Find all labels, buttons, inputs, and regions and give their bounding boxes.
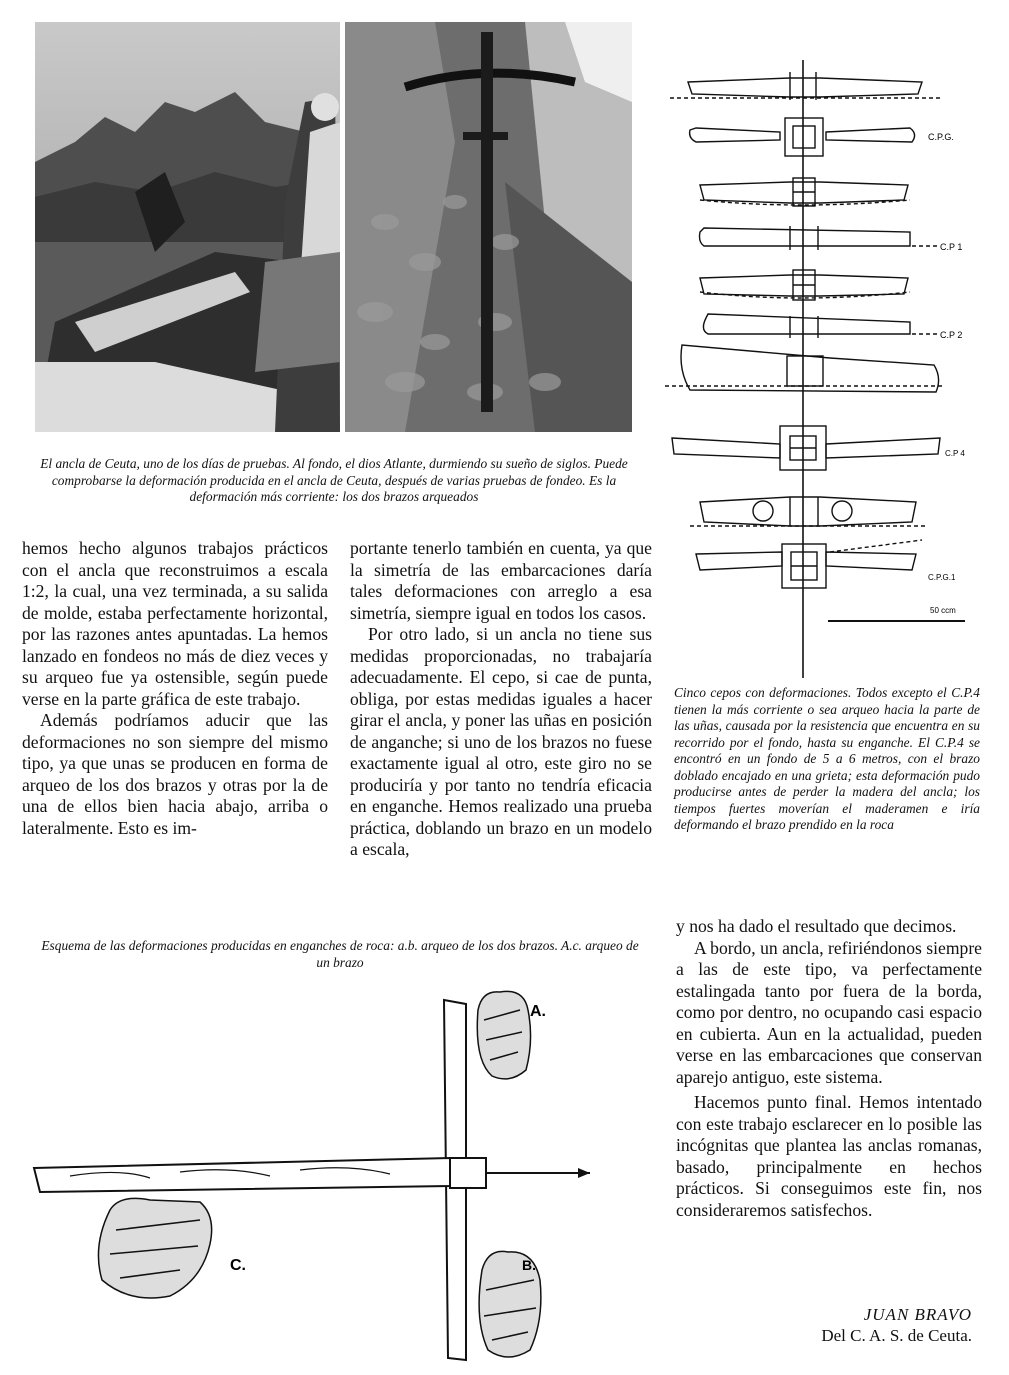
stock-cp4 xyxy=(672,426,940,470)
text-column-1 xyxy=(22,538,328,839)
label-cp2: C.P 2 xyxy=(940,330,963,340)
stock-2 xyxy=(700,178,910,206)
stock-cp2 xyxy=(703,314,938,338)
photo-boat-anchor xyxy=(35,22,340,432)
rock-c xyxy=(98,1198,211,1298)
signature xyxy=(700,1304,972,1346)
rock-a xyxy=(477,991,530,1079)
label-scale: 50 ccm xyxy=(930,606,956,615)
label-a: A. xyxy=(530,1003,546,1020)
paragraph: Además podríamos aducir que las deformaciones no son siempre del mismo tipo, ya que unas se producen en forma de arqueo de los dos brazos y otras por la de una de ellos bien hacia abajo, arriba o lateralmente. Esto es im- xyxy=(22,710,328,838)
label-b: B. xyxy=(522,1257,536,1273)
photo-boat-anchor-image xyxy=(35,22,340,432)
photo-deformed-anchor xyxy=(345,22,632,432)
stock-5 xyxy=(690,497,925,526)
paragraph: A bordo, un ancla, refiriéndonos siempre a las de este tipo, va perfectamente estalingada tanto por fuera de la borda, como por dentro, no ocupando casi espacio en cubierta. Aun en la actualidad, pueden verse en las embarcaciones que conservan aparejo antiguo, este sistema. xyxy=(676,937,982,1087)
stock-cp1 xyxy=(700,226,939,250)
stocks-diagram xyxy=(660,60,980,680)
photo-caption: El ancla de Ceuta, uno de los días de pruebas. Al fondo, el dios Atlante, durmiendo su sueño de siglos. Puede comprobarse la deformación producida en el ancla de Ceuta, después de varias pruebas de fondeo. Es la deformación más corriente: los dos brazos arqueados xyxy=(40,456,628,504)
label-cpg: C.P.G. xyxy=(928,132,954,142)
stock-cpg xyxy=(690,118,915,156)
label-cp1: C.P 1 xyxy=(940,242,963,252)
paragraph: portante tenerlo también en cuenta, ya que la simetría de las embarcaciones daría tales deformaciones con arreglo a esa simetría, siempre igual en todos los casos. xyxy=(350,538,652,623)
stock-3 xyxy=(700,270,910,300)
paragraph: Por otro lado, si un ancla no tiene sus medidas proporcionadas, no trabajaría adecuadamente. El cepo, si cae de punta, obliga, por estas medidas iguales a hacer girar el ancla, y poner las uñas en posición de anganche; si uno de los brazos no fuese exactamente igual al otro, este giro no se produciría y por tanto no tendría eficacia en enganche. Hemos realizado una prueba práctica, doblando un brazo en un modelo a escala, xyxy=(350,624,652,859)
sketch-caption: Esquema de las deformaciones producidas en enganches de roca: a.b. arqueo de los dos brazos. A.c. arqueo de un brazo xyxy=(41,938,639,970)
anchor-sketch xyxy=(30,980,650,1370)
stock-4 xyxy=(665,345,945,392)
text-column-3 xyxy=(676,916,982,1221)
paragraph: Hacemos punto final. Hemos intentado con este trabajo esclarecer en lo posible las incógnitas que plantea las anclas romanas, basado, principalmente en hechos prácticos. Si conseguimos este fin, nos consideraremos satisfechos. xyxy=(676,1092,982,1220)
stock-cpg1 xyxy=(696,540,922,588)
label-cpg1: C.P.G.1 xyxy=(928,573,956,582)
text-column-2 xyxy=(350,538,652,861)
author-name: JUAN BRAVO xyxy=(863,1305,972,1324)
photo-deformed-anchor-image xyxy=(345,22,632,432)
label-c: C. xyxy=(230,1257,246,1274)
paragraph: y nos ha dado el resultado que decimos. xyxy=(676,916,957,936)
paragraph: hemos hecho algunos trabajos prácticos con el ancla que reconstruimos a escala 1:2, la cual, una vez terminada, a su salida de molde, estaba perfectamente horizontal, por las razones antes apuntadas. La hemos lanzado en fondeos no más de diez veces y su arqueo fue ya ostensible, según puede verse en la parte gráfica de este trabajo. xyxy=(22,538,328,709)
label-cp4: C.P 4 xyxy=(945,449,965,458)
stocks-caption: Cinco cepos con deformaciones. Todos excepto el C.P.4 tienen la más corriente o sea arqueo hacia la parte de las uñas, causada por la resistencia que encuentra en su recorrido por el fondo, hasta su enganche. El C.P.4 se encontró en un fondo de 5 a 6 metros, con el brazo doblado encajado en una grieta; esta deformación pudo producirse antes de perder la madera del ancla; los tiempos fuertes moverían el maderamen e iría deformando el brazo prendido en la roca xyxy=(674,685,980,832)
author-affiliation: Del C. A. S. de Ceuta. xyxy=(821,1326,972,1345)
stock-1 xyxy=(670,72,940,100)
